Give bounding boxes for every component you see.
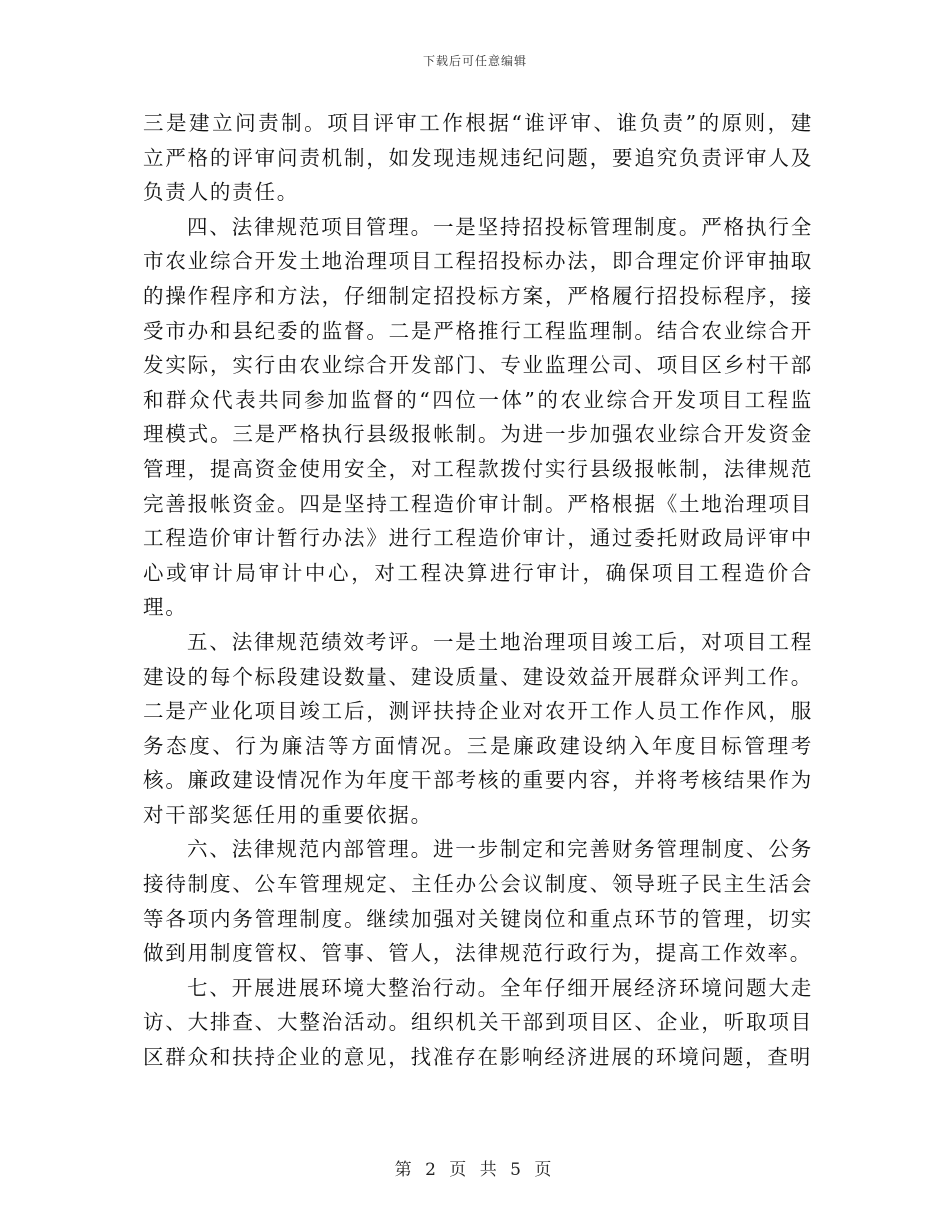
paragraph-accountability: 三是建立问责制。项目评审工作根据“谁评审、谁负责”的原则，建立严格的评审问责机制，如发现违规违纪问题，要追究负责评审人及负责人的责任。 xyxy=(143,111,813,205)
paragraph-project-management: 四、法律规范项目管理。一是坚持招投标管理制度。严格执行全市农业综合开发土地治理项目工程招投标办法，即合理定价评审抽取的操作程序和方法，仔细制定招投标方案，严格履行招投标程序，接受市办和县纪委的监督。二是严格推行工程监理制。结合农业综合开发实际，实行由农业综合开发部门、专业监理公司、项目区乡村干部和群众代表共同参加监督的“四位一体”的农业综合开发项目工程监理模式。三是严格执行县级报帐制。为进一步加强农业综合开发资金管理，提高资金使用安全，对工程款拨付实行县级报帐制，法律规范完善报帐资金。四是坚持工程造价审计制。严格根据《土地治理项目工程造价审计暂行办法》进行工程造价审计，通过委托财政局评审中心或审计局审计中心，对工程决算进行审计，确保项目工程造价合理。 xyxy=(143,214,813,620)
paragraph-environment-campaign: 七、开展进展环境大整治行动。全年仔细开展经济环境问题大走访、大排查、大整治活动。组织机关干部到项目区、企业，听取项目区群众和扶持企业的意见，找准存在影响经济进展的环境问题，查明 xyxy=(143,975,813,1070)
page-number-footer: 第 2 页 共 5 页 xyxy=(394,1160,556,1180)
paragraph-performance-evaluation: 五、法律规范绩效考评。一是土地治理项目竣工后，对项目工程建设的每个标段建设数量、建设质量、建设效益开展群众评判工作。二是产业化项目竣工后，测评扶持企业对农开工作人员工作作风，服务态度、行为廉洁等方面情况。三是廉政建设纳入年度目标管理考核。廉政建设情况作为年度干部考核的重要内容，并将考核结果作为对干部奖惩任用的重要依据。 xyxy=(143,629,813,827)
document-body xyxy=(143,106,813,1075)
paragraph-internal-management: 六、法律规范内部管理。进一步制定和完善财务管理制度、公务接待制度、公车管理规定、主任办公会议制度、领导班子民主生活会等各项内务管理制度。继续加强对关键岗位和重点环节的管理，切实做到用制度管权、管事、管人，法律规范行政行为，提高工作效率。 xyxy=(143,837,813,966)
page-header: 下载后可任意编辑 xyxy=(422,54,527,68)
